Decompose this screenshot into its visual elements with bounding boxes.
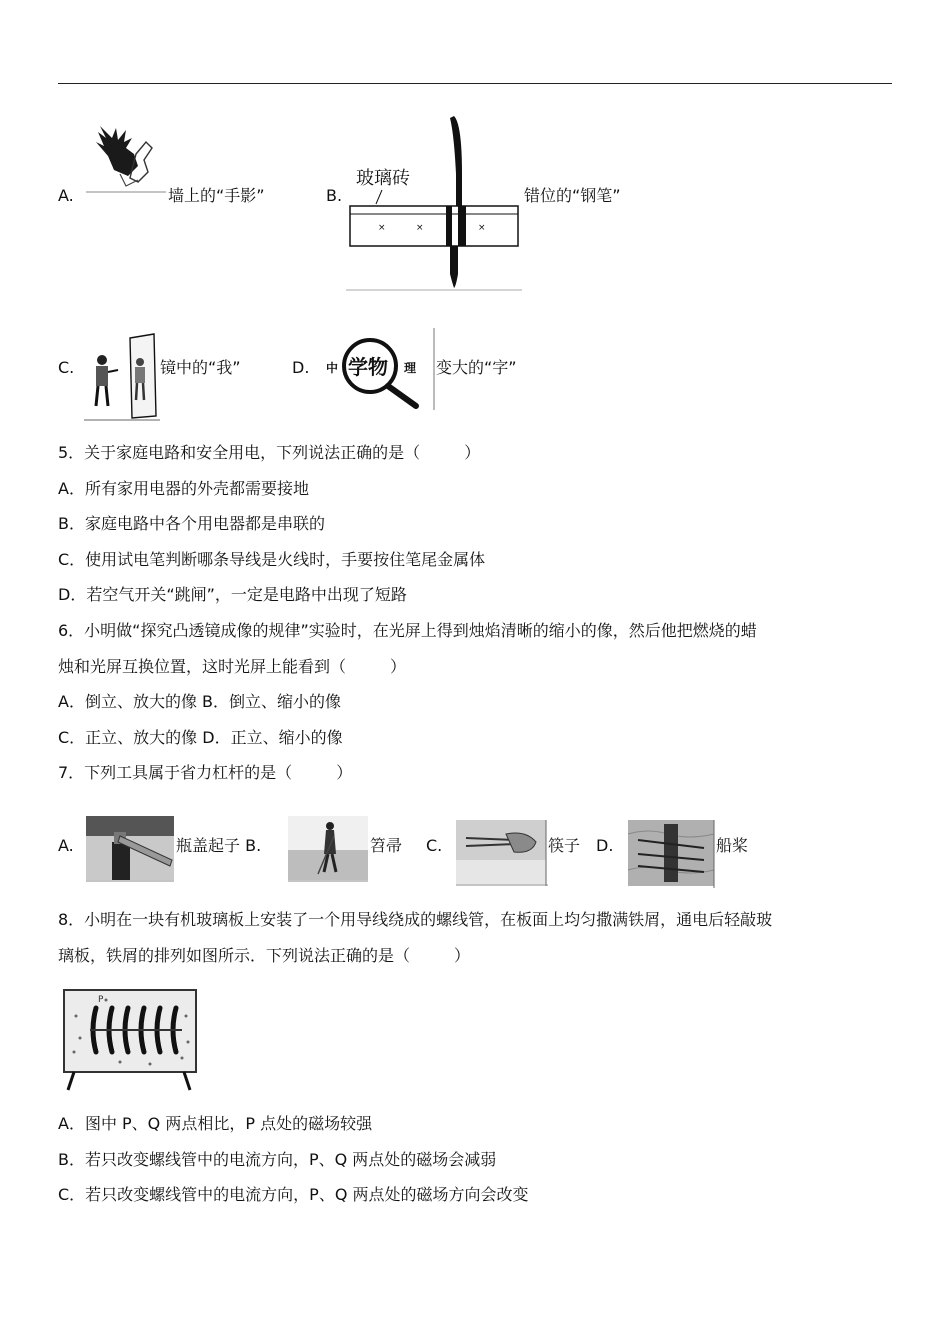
q8-option-b: B．若只改变螺线管中的电流方向，P、Q 两点处的磁场会减弱 xyxy=(58,1150,497,1169)
oar-rowing-photo xyxy=(628,820,716,888)
top-rule xyxy=(58,83,892,84)
q7-option-d-label: D. xyxy=(596,836,614,855)
solenoid-iron-filings-figure xyxy=(60,986,200,1094)
svg-text:×: × xyxy=(478,223,486,233)
q6-stem-line1: 6．小明做“探究凸透镜成像的规律”实验时，在光屏上得到烛焰清晰的缩小的像，然后他把燃烧的蜡 xyxy=(58,621,757,640)
q4-option-c-caption: 镜中的“我” xyxy=(160,358,241,377)
q4-option-d-caption: 变大的“字” xyxy=(436,358,517,377)
q4-option-b-caption: 错位的“钢笔” xyxy=(524,186,621,205)
q6-stem-line2: 烛和光屏互换位置，这时光屏上能看到（ ） xyxy=(58,657,407,676)
q7-option-a-label: A. xyxy=(58,836,74,855)
magnifier-figure xyxy=(324,326,436,412)
magnifier-text-right: 理 xyxy=(404,361,417,375)
magnifier-text-center: 学物 xyxy=(348,355,388,379)
q4-option-b-label: B. xyxy=(326,186,343,205)
q8-stem-line1: 8．小明在一块有机玻璃板上安装了一个用导线绕成的螺线管，在板面上均匀撒满铁屑，通电后轻敲玻 xyxy=(58,910,773,929)
q7-option-c-label: C. xyxy=(426,836,443,855)
q4-option-c-label: C. xyxy=(58,358,75,377)
chopsticks-photo xyxy=(456,820,548,886)
glass-brick-label: 玻璃砖 xyxy=(356,168,410,189)
bottle-opener-photo xyxy=(86,816,174,882)
svg-text:×: × xyxy=(416,223,424,233)
q4-option-a-caption: 墙上的“手影” xyxy=(168,186,265,205)
q8-option-a: A．图中 P、Q 两点相比，P 点处的磁场较强 xyxy=(58,1114,373,1133)
q4-option-d-label: D. xyxy=(292,358,310,377)
magnifier-text-left: 中 xyxy=(326,361,339,375)
mirror-boy-figure xyxy=(84,330,160,422)
q5-option-a: A．所有家用电器的外壳都需要接地 xyxy=(58,479,309,498)
glass-brick-pen-figure xyxy=(346,114,524,292)
q7-stem: 7．下列工具属于省力杠杆的是（ ） xyxy=(58,763,353,782)
svg-text:×: × xyxy=(378,223,386,233)
q7-option-d-caption: 船桨 xyxy=(716,836,749,855)
q5-stem: 5．关于家庭电路和安全用电，下列说法正确的是（ ） xyxy=(58,443,481,462)
q5-option-b: B．家庭电路中各个用电器都是串联的 xyxy=(58,514,325,533)
q7-option-a-caption: 瓶盖起子 B. xyxy=(176,836,262,855)
q6-options-row2: C．正立、放大的像 D．正立、缩小的像 xyxy=(58,728,343,747)
q4-option-a-label: A. xyxy=(58,186,74,205)
q6-options-row1: A．倒立、放大的像 B．倒立、缩小的像 xyxy=(58,692,342,711)
q7-option-c-caption: 筷子 xyxy=(548,836,581,855)
q5-option-d: D．若空气开关“跳闸”，一定是电路中出现了短路 xyxy=(58,585,407,604)
q8-option-c: C．若只改变螺线管中的电流方向，P、Q 两点处的磁场方向会改变 xyxy=(58,1185,529,1204)
hand-shadow-figure xyxy=(86,120,166,196)
q7-option-b-caption: 笤帚 xyxy=(370,836,403,855)
solenoid-point-label: P xyxy=(98,995,104,1005)
broom-photo xyxy=(288,816,368,882)
q5-option-c: C．使用试电笔判断哪条导线是火线时，手要按住笔尾金属体 xyxy=(58,550,486,569)
q8-stem-line2: 璃板，铁屑的排列如图所示．下列说法正确的是（ ） xyxy=(58,946,471,965)
